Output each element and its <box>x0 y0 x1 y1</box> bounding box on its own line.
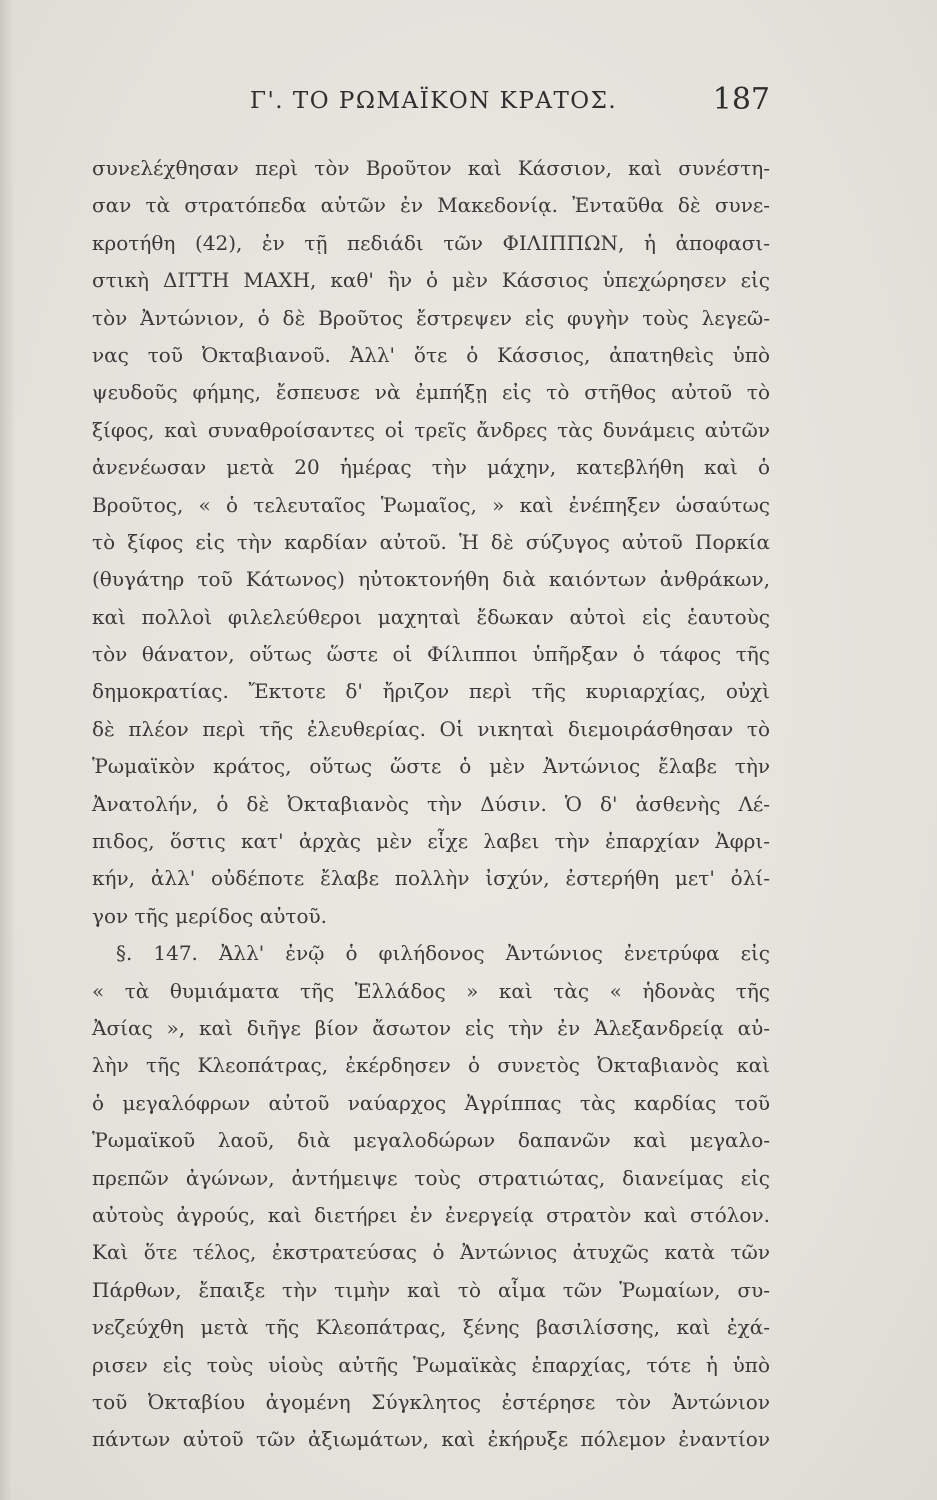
text-line: τὸν θάνατον, οὕτως ὥστε οἱ Φίλιπποι ὑπῆρξαν ὁ τάφος τῆς <box>92 642 770 667</box>
text-line: δημοκρατίας. Ἔκτοτε δ' ἤριζον περὶ τῆς κυριαρχίας, οὐχὶ <box>92 679 770 704</box>
text-line: Ἀσίας », καὶ διῆγε βίον ἄσωτον εἰς τὴν ἐν Ἀλεξανδρείᾳ αὐ- <box>92 1015 770 1040</box>
text-line: αὐτοὺς ἀγρούς, καὶ διετήρει ἐν ἐνεργείᾳ στρατὸν καὶ στόλον. <box>92 1202 770 1227</box>
text-line: Βροῦτος, « ὁ τελευταῖος Ῥωμαῖος, » καὶ ἐνέπηξεν ὡσαύτως <box>92 492 770 517</box>
text-line: κήν, ἀλλ' οὐδέποτε ἔλαβε πολλὴν ἰσχύν, ἐστερήθη μετ' ὀλί- <box>92 866 770 891</box>
page-binding-edge <box>0 0 14 1500</box>
text-line: πάντων αὐτοῦ τῶν ἀξιωμάτων, καὶ ἐκήρυξε πόλεμον ἐναντίον <box>92 1427 770 1452</box>
text-line: ξίφος, καὶ συναθροίσαντες οἱ τρεῖς ἄνδρες τὰς δυνάμεις αὐτῶν <box>92 417 770 442</box>
text-line: κροτήθη (42), ἐν τῇ πεδιάδι τῶν ΦΙΛΙΠΠΩΝ, ἡ ἀποφασι- <box>92 230 770 255</box>
text-line: Ἀνατολήν, ὁ δὲ Ὀκταβιανὸς τὴν Δύσιν. Ὁ δ' ἀσθενὴς Λέ- <box>92 791 770 816</box>
text-line: νεζεύχθη μετὰ τῆς Κλεοπάτρας, ξένης βασιλίσσης, καὶ ἐχά- <box>92 1315 770 1340</box>
page-header <box>250 82 770 124</box>
text-line: τὸ ξίφος εἰς τὴν καρδίαν αὐτοῦ. Ἡ δὲ σύζυγος αὐτοῦ Πορκία <box>92 529 770 554</box>
text-line: λὴν τῆς Κλεοπάτρας, ἐκέρδησεν ὁ συνετὸς Ὀκταβιανὸς καὶ <box>92 1053 770 1078</box>
text-line: (θυγάτηρ τοῦ Κάτωνος) ηὐτοκτονήθη διὰ καιόντων ἀνθράκων, <box>92 567 770 592</box>
text-line: ρισεν εἰς τοὺς υἱοὺς αὐτῆς Ῥωμαϊκὰς ἐπαρχίας, τότε ἡ ὑπὸ <box>92 1352 770 1377</box>
text-line: συνελέχθησαν περὶ τὸν Βροῦτον καὶ Κάσσιον, καὶ συνέστη- <box>92 156 770 180</box>
page-body-text <box>92 150 770 1459</box>
text-line: « τὰ θυμιάματα τῆς Ἑλλάδος » καὶ τὰς « ἡδονὰς τῆς <box>92 978 770 1003</box>
text-line: τὸν Ἀντώνιον, ὁ δὲ Βροῦτος ἔστρεψεν εἰς φυγὴν τοὺς λεγεῶ- <box>92 305 770 330</box>
text-line: σαν τὰ στρατόπεδα αὐτῶν ἐν Μακεδονίᾳ. Ἐνταῦθα δὲ συνε- <box>92 193 770 218</box>
text-line: Καὶ ὅτε τέλος, ἐκστρατεύσας ὁ Ἀντώνιος ἀτυχῶς κατὰ τῶν <box>92 1240 770 1265</box>
text-line: νας τοῦ Ὀκταβιανοῦ. Ἀλλ' ὅτε ὁ Κάσσιος, ἀπατηθεὶς ὑπὸ <box>92 342 770 367</box>
running-title: Γ'. ΤΟ ΡΩΜΑΪΚΟΝ ΚΡΑΤΟΣ. <box>250 88 618 114</box>
text-line: ὁ μεγαλόφρων αὐτοῦ ναύαρχος Ἀγρίππας τὰς καρδίας τοῦ <box>92 1090 770 1115</box>
page-number: 187 <box>712 82 770 117</box>
text-line: Ῥωμαϊκὸν κράτος, οὕτως ὥστε ὁ μὲν Ἀντώνιος ἔλαβε τὴν <box>92 754 770 779</box>
text-line: πιδος, ὅστις κατ' ἀρχὰς μὲν εἶχε λαβει τὴν ἐπαρχίαν Ἀφρι- <box>92 829 770 854</box>
text-line: Πάρθων, ἔπαιξε τὴν τιμὴν καὶ τὸ αἷμα τῶν Ῥωμαίων, συ- <box>92 1277 770 1302</box>
text-line: στικὴ ΔΙΤΤΗ ΜΑΧΗ, καθ' ἣν ὁ μὲν Κάσσιος ὑπεχώρησεν εἰς <box>92 268 770 293</box>
text-line: δὲ πλέον περὶ τῆς ἐλευθερίας. Οἱ νικηταὶ διεμοιράσθησαν τὸ <box>92 716 770 741</box>
text-line: Ῥωμαϊκοῦ λαοῦ, διὰ μεγαλοδώρων δαπανῶν καὶ μεγαλο- <box>92 1128 770 1153</box>
section-heading-line: §. 147. Ἀλλ' ἐνῷ ὁ φιλήδονος Ἀντώνιος ἐνετρύφα εἰς <box>116 941 770 966</box>
text-line: καὶ πολλοὶ φιλελεύθεροι μαχηταὶ ἔδωκαν αὐτοὶ εἰς ἑαυτοὺς <box>92 604 770 629</box>
text-line: ἀνενέωσαν μετὰ 20 ἡμέρας τὴν μάχην, κατεβλήθη καὶ ὁ <box>92 455 770 480</box>
text-line: τοῦ Ὀκταβίου ἀγομένη Σύγκλητος ἐστέρησε τὸν Ἀντώνιον <box>92 1389 770 1414</box>
text-line: πρεπῶν ἀγώνων, ἀντήμειψε τοὺς στρατιώτας, διανείμας εἰς <box>92 1165 770 1190</box>
paragraph-end-line: γον τῆς μερίδος αὐτοῦ. <box>92 903 327 928</box>
text-line: ψευδοῦς φήμης, ἔσπευσε νὰ ἐμπήξῃ εἰς τὸ στῆθος αὐτοῦ τὸ <box>92 380 770 405</box>
